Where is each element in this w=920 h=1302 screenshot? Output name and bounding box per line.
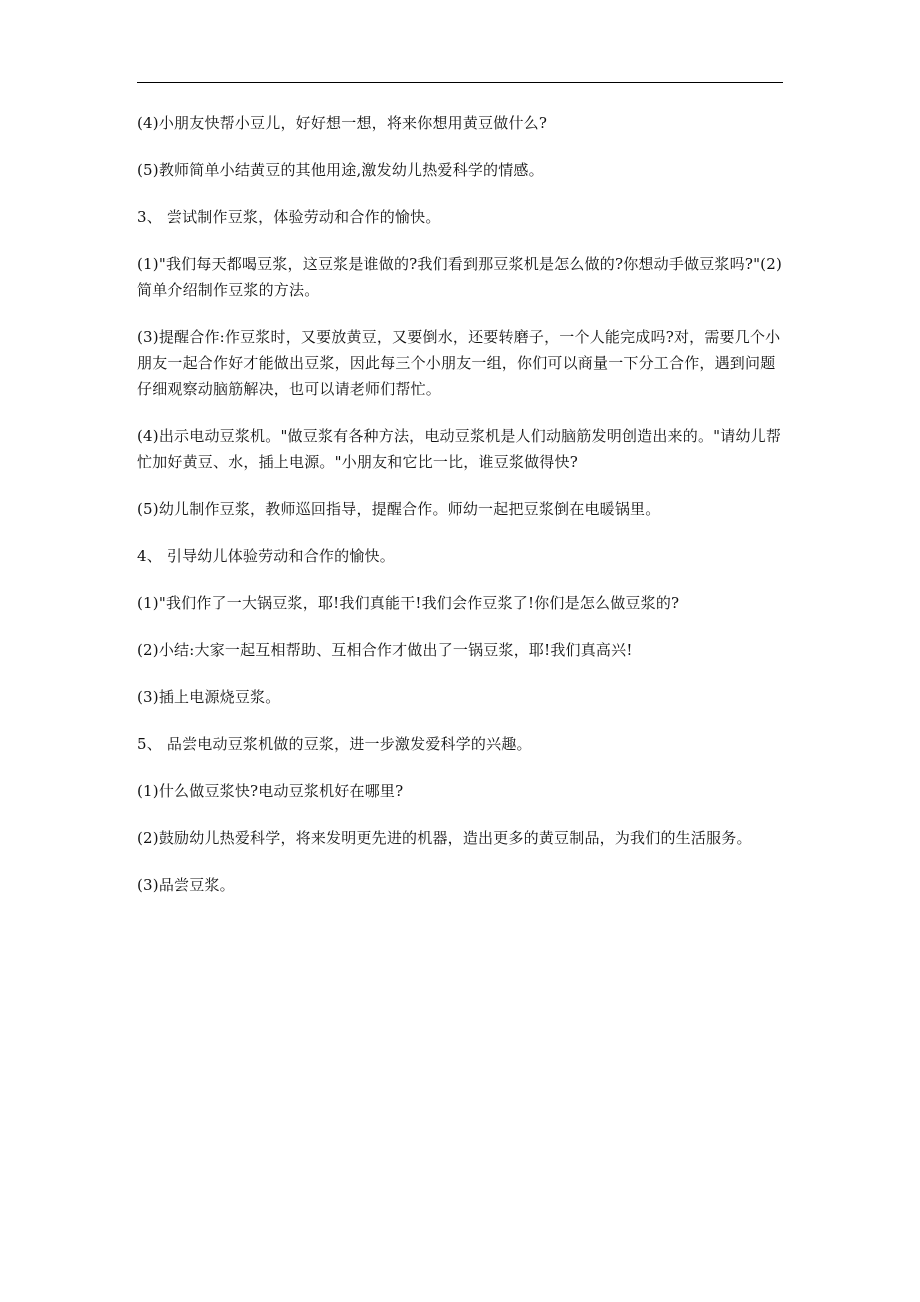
paragraph: (1)"我们作了一大锅豆浆，耶!我们真能干!我们会作豆浆了!你们是怎么做豆浆的?	[137, 594, 680, 612]
paragraph: (4)出示电动豆浆机。"做豆浆有各种方法，电动豆浆机是人们动脑筋发明创造出来的。"请幼儿帮忙加好黄豆、水，插上电源。"小朋友和它比一比，谁豆浆做得快?	[137, 427, 782, 471]
paragraph: (5)教师简单小结黄豆的其他用途,激发幼儿热爱科学的情感。	[137, 161, 544, 179]
document-body	[137, 110, 787, 898]
paragraph: (1)"我们每天都喝豆浆，这豆浆是谁做的?我们看到那豆浆机是怎么做的?你想动手做豆浆吗?"(2)简单介绍制作豆浆的方法。	[137, 255, 783, 299]
paragraph: (5)幼儿制作豆浆，教师巡回指导，提醒合作。师幼一起把豆浆倒在电暖锅里。	[137, 500, 661, 518]
paragraph: (2)小结:大家一起互相帮助、互相合作才做出了一锅豆浆，耶!我们真高兴!	[137, 641, 633, 659]
header-rule	[137, 82, 783, 83]
paragraph: (4)小朋友快帮小豆儿，好好想一想，将来你想用黄豆做什么?	[137, 114, 548, 132]
paragraph: (2)鼓励幼儿热爱科学，将来发明更先进的机器，造出更多的黄豆制品，为我们的生活服务。	[137, 829, 752, 847]
section-heading: 3、 尝试制作豆浆，体验劳动和合作的愉快。	[137, 208, 441, 226]
section-heading: 5、 品尝电动豆浆机做的豆浆，进一步激发爱科学的兴趣。	[137, 735, 532, 753]
section-heading: 4、 引导幼儿体验劳动和合作的愉快。	[137, 547, 395, 565]
paragraph: (1)什么做豆浆快?电动豆浆机好在哪里?	[137, 782, 404, 800]
paragraph: (3)品尝豆浆。	[137, 876, 235, 894]
paragraph: (3)插上电源烧豆浆。	[137, 688, 281, 706]
paragraph: (3)提醒合作:作豆浆时，又要放黄豆，又要倒水，还要转磨子，一个人能完成吗?对，需要几个小朋友一起合作好才能做出豆浆，因此每三个小朋友一组，你们可以商量一下分工合作，遇到问题仔细观察动脑筋解决，也可以请老师们帮忙。	[137, 328, 781, 398]
